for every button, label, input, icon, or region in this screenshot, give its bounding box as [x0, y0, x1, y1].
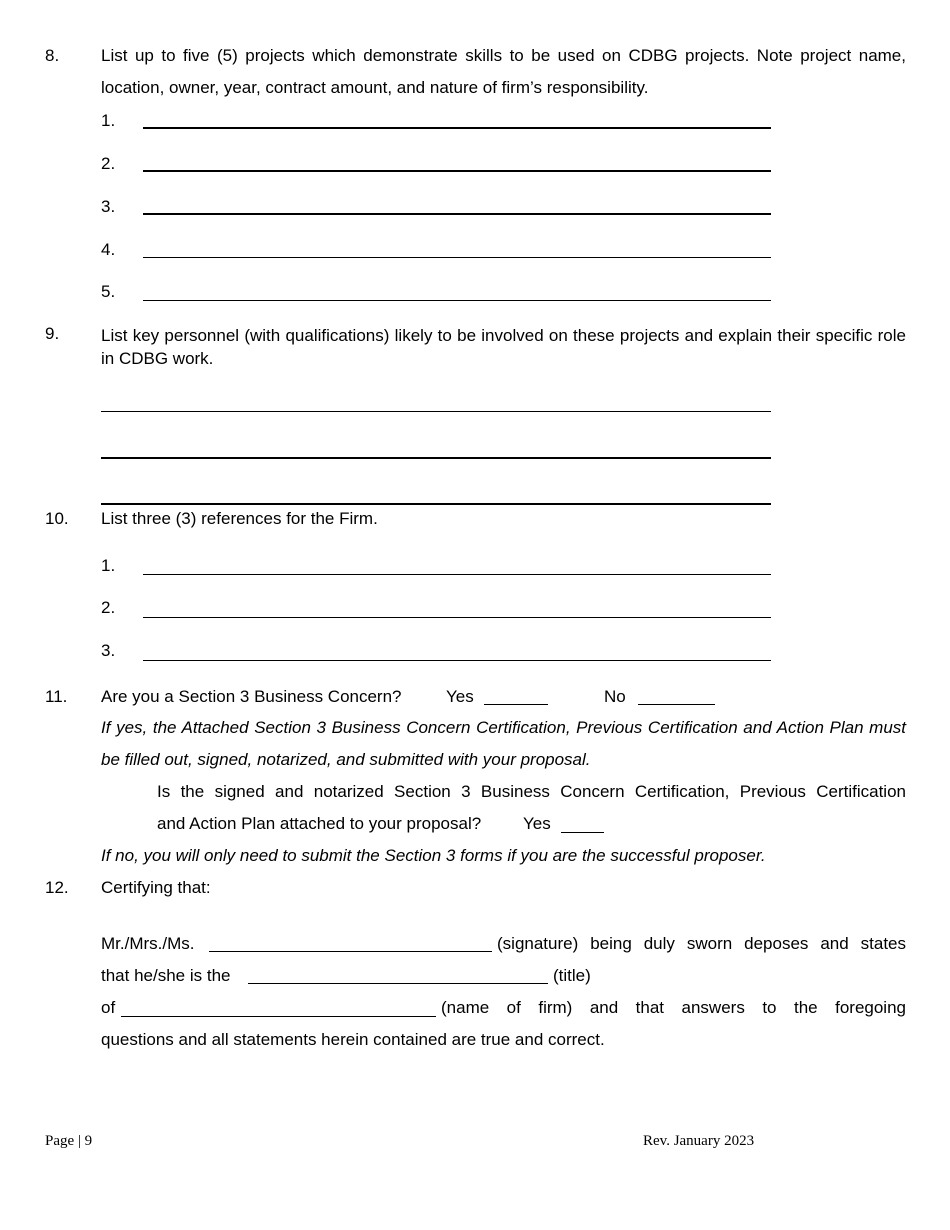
- q9-input-line-3[interactable]: [101, 503, 771, 505]
- q10-item-1-input-line[interactable]: [143, 574, 771, 575]
- q10-number: 10.: [45, 509, 69, 528]
- footer-revision: Rev. January 2023: [643, 1133, 755, 1149]
- q11-no-label: No: [604, 687, 626, 706]
- q11-yes-label: Yes: [446, 687, 474, 706]
- q8-text: List up to five (5) projects which demonstrate skills to be used on CDBG projects. Note project name, location, owner, year, contract amount, and nature of firm’s responsibility.: [101, 46, 906, 97]
- q8-item-1-label: 1.: [101, 111, 116, 130]
- footer-page-number: Page | 9: [45, 1133, 93, 1149]
- q12-title-label: (title): [553, 966, 591, 985]
- q10-item-3-label: 3.: [101, 641, 116, 660]
- q10-item-2-label: 2.: [101, 598, 116, 617]
- q8-item-4-label: 4.: [101, 240, 116, 259]
- q11-attached-question-line2: and Action Plan attached to your proposal?: [157, 814, 482, 833]
- q11-yes-input-line[interactable]: [484, 704, 548, 705]
- q11-attached-question-line1: Is the signed and notarized Section 3 Business Concern Certification, Previous Certification: [157, 782, 906, 801]
- q12-after-signature: (signature) being duly sworn deposes and states: [497, 934, 906, 953]
- q9-number: 9.: [45, 324, 60, 343]
- q11-attached-yes-label: Yes: [523, 814, 551, 833]
- q11-note-no: If no, you will only need to submit the Section 3 forms if you are the successful proposer.: [101, 846, 766, 865]
- q9-text: List key personnel (with qualifications) likely to be involved on these projects and explain their specific role in CDBG work.: [101, 326, 906, 368]
- q9-input-line-2[interactable]: [101, 457, 771, 459]
- q8-item-3-input-line[interactable]: [143, 213, 771, 215]
- q11-question: Are you a Section 3 Business Concern?: [101, 687, 402, 706]
- q12-after-firm: (name of firm) and that answers to the foregoing: [441, 998, 906, 1017]
- q8-item-2-input-line[interactable]: [143, 170, 771, 172]
- q8-item-3-label: 3.: [101, 197, 116, 216]
- q11-no-input-line[interactable]: [638, 704, 715, 705]
- q8-item-1-input-line[interactable]: [143, 127, 771, 129]
- q9-input-line-1[interactable]: [101, 411, 771, 412]
- q8-number: 8.: [45, 46, 60, 65]
- q8-item-5-label: 5.: [101, 282, 116, 301]
- q8-item-5-input-line[interactable]: [143, 300, 771, 301]
- q12-of-label: of: [101, 998, 116, 1017]
- q12-title: Certifying that:: [101, 878, 211, 897]
- q8-item-2-label: 2.: [101, 154, 116, 173]
- q12-signature-input-line[interactable]: [209, 951, 492, 952]
- q10-item-3-input-line[interactable]: [143, 660, 771, 661]
- q12-number: 12.: [45, 878, 69, 897]
- q10-text: List three (3) references for the Firm.: [101, 509, 378, 528]
- q12-firm-input-line[interactable]: [121, 1016, 436, 1017]
- q12-salutation: Mr./Mrs./Ms.: [101, 934, 195, 953]
- q12-closing: questions and all statements herein contained are true and correct.: [101, 1030, 605, 1049]
- q11-attached-yes-input-line[interactable]: [561, 832, 604, 833]
- q10-item-1-label: 1.: [101, 556, 116, 575]
- q12-that-prefix: that he/she is the: [101, 966, 231, 985]
- q11-number: 11.: [45, 687, 68, 706]
- q11-note-yes: If yes, the Attached Section 3 Business Concern Certification, Previous Certification and Action Plan must be filled out, signed, notarized, and submitted with your proposal.: [101, 718, 906, 769]
- q12-title-input-line[interactable]: [248, 983, 548, 984]
- q10-item-2-input-line[interactable]: [143, 617, 771, 618]
- q8-item-4-input-line[interactable]: [143, 257, 771, 258]
